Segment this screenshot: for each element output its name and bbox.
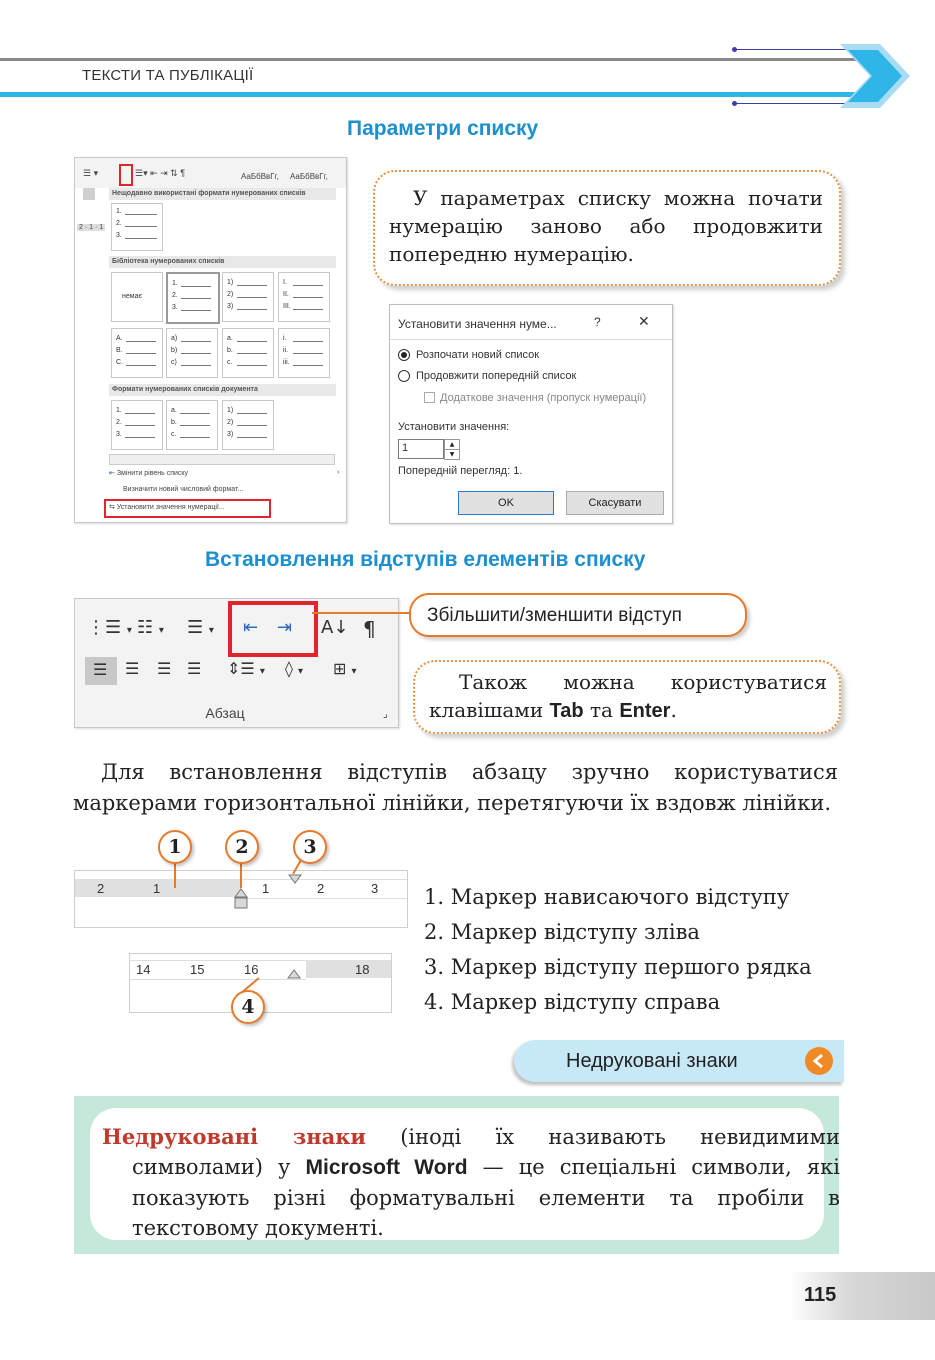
value-stepper[interactable]	[444, 439, 460, 459]
definition-part: (іноді їх називають невидимими символами) у	[132, 1125, 840, 1179]
ruler-number: 14	[136, 962, 151, 977]
header-deco-line	[735, 49, 855, 50]
define-format-menu-item[interactable]: Визначити новий числовий формат...	[123, 486, 244, 493]
library-cell-none[interactable]	[111, 272, 163, 322]
dialog-launcher-icon[interactable]: ⌟	[383, 709, 388, 720]
align-right-icon[interactable]: ☰	[157, 659, 172, 678]
list-item: 2. Маркер відступу зліва	[424, 920, 700, 944]
definition-box	[74, 1096, 839, 1254]
dialog-title: Установити значення нуме...	[398, 317, 557, 331]
chevron-right-icon	[840, 42, 912, 110]
ok-button[interactable]: OK	[458, 491, 554, 515]
recent-format-cell[interactable]: 1. 2. 3.	[111, 203, 163, 251]
set-numbering-menu-item[interactable]: ⇆ Установити значення нумерації...	[104, 499, 271, 518]
submenu-arrow-icon: ›	[337, 469, 340, 476]
justify-icon[interactable]: ☰	[187, 659, 202, 678]
section-title-list-params: Параметри списку	[347, 117, 539, 140]
numbering-icon[interactable]: ☷ ▾	[137, 617, 164, 638]
indent-callout	[409, 593, 747, 637]
line-spacing-icon[interactable]: ⇕☰ ▾	[227, 659, 265, 678]
definition-inner	[90, 1108, 841, 1240]
section-tab	[514, 1040, 844, 1082]
help-icon[interactable]: ?	[594, 315, 601, 329]
definition-part: — це спеціальні символи, які показують різні форматувальні елементи та пробіли в текстовому документі.	[132, 1155, 841, 1240]
align-center-icon[interactable]: ☰	[125, 659, 140, 678]
change-level-menu-item[interactable]: ⇤ Змінити рівень списку	[109, 470, 189, 477]
ruler-number: 1	[153, 881, 161, 896]
definition-text	[102, 1122, 840, 1243]
multilevel-list-icon[interactable]: ☰ ▾	[187, 617, 214, 638]
badge-4: 4	[231, 990, 265, 1024]
step-down-icon[interactable]: ▼	[444, 449, 460, 460]
bullets-icon[interactable]: ⋮☰ ▾	[87, 617, 132, 638]
list-params-callout	[373, 170, 841, 286]
ruler-text-strip	[130, 960, 306, 980]
menu-item-label: Змінити рівень списку	[116, 470, 189, 477]
page-number-bar	[790, 1272, 935, 1320]
key-tab: Tab	[549, 700, 584, 722]
style-sample: АаБбВвГг,	[241, 172, 279, 181]
definition-brand: Microsoft Word	[305, 1156, 468, 1179]
paragraph-ribbon-screenshot	[74, 598, 399, 728]
ruler-number: 1	[262, 881, 270, 896]
ruler-margin-strip	[306, 960, 391, 978]
ruler-number: 2	[317, 881, 325, 896]
value-label: Установити значення:	[398, 421, 510, 433]
recent-formats-heading: Нещодавно використані формати нумерованих списків	[109, 188, 336, 200]
badge-3: 3	[293, 830, 327, 864]
library-heading: Бібліотека нумерованих списків	[109, 256, 336, 268]
ribbon-group-label: Абзац	[205, 705, 245, 721]
badge-2: 2	[225, 830, 259, 864]
option-continue-list-label: Продовжити попередній список	[416, 370, 577, 382]
library-cell-123[interactable]: 1. 2. 3.	[166, 272, 220, 324]
right-indent-marker[interactable]	[286, 966, 302, 980]
library-cell-paren[interactable]: 1) 2) 3)	[222, 272, 274, 322]
badge-connector	[240, 862, 242, 888]
ruler-number: 18	[355, 962, 370, 977]
style-sample: АаБбВвГг,	[290, 172, 328, 181]
library-cell-abc-paren[interactable]: a) b) c)	[166, 328, 218, 378]
borders-icon[interactable]: ⊞ ▾	[333, 659, 357, 678]
connector-line	[312, 612, 412, 614]
doc-format-cell[interactable]: 1) 2) 3)	[222, 400, 274, 450]
value-input[interactable]	[398, 439, 444, 459]
header-title: ТЕКСТИ ТА ПУБЛІКАЦІЇ	[82, 67, 254, 84]
menu-item-label: Установити значення нумерації...	[116, 504, 225, 511]
callout-text-part: .	[670, 698, 677, 722]
radio-continue-list[interactable]	[398, 370, 410, 382]
badge-connector	[174, 862, 176, 888]
title-divider	[390, 339, 672, 340]
document-formats-heading: Формати нумерованих списків документа	[109, 384, 336, 396]
decrease-indent-icon[interactable]: ⇤	[243, 617, 259, 638]
shading-icon[interactable]: ◊ ▾	[285, 659, 304, 678]
callout-text-part: Також можна користуватися клавішами	[429, 670, 827, 722]
bullets-icon: ☰ ▾	[83, 168, 99, 178]
set-numbering-dialog	[389, 304, 673, 524]
library-cell-roman[interactable]: I. II. III.	[278, 272, 330, 322]
tab-enter-callout	[413, 660, 841, 734]
ruler-number: 2	[97, 881, 105, 896]
library-cell-abc-upper[interactable]: A. B. C.	[111, 328, 163, 378]
header-deco-dot	[732, 47, 737, 52]
callout-text-part: та	[583, 698, 620, 722]
gallery-scrollbar[interactable]	[109, 454, 335, 465]
indent-callout-text: Збільшити/зменшити відступ	[427, 605, 682, 626]
doc-format-cell[interactable]: 1. 2. 3.	[111, 400, 163, 450]
radio-new-list[interactable]	[398, 349, 410, 361]
multilevel-icon: ☰▾ ⇤ ⇥ ⇅ ¶	[135, 168, 186, 178]
none-label: немає	[122, 293, 143, 300]
close-icon[interactable]: ✕	[638, 313, 650, 329]
definition-term: Недруковані знаки	[102, 1124, 366, 1149]
list-item: 3. Маркер відступу першого рядка	[424, 955, 812, 979]
ruler-number: 16	[244, 962, 259, 977]
align-icon	[83, 188, 95, 200]
list-item: 1. Маркер нависаючого відступу	[424, 885, 790, 909]
increase-indent-icon[interactable]: ⇥	[277, 617, 293, 638]
option-skip-label: Додаткове значення (пропуск нумерації)	[440, 392, 647, 404]
indent-buttons-highlight	[228, 601, 318, 657]
header-deco-dot	[732, 101, 737, 106]
callout-text: У параметрах списку можна почати нумерацію заново або продовжити попередню нумерацію.	[389, 186, 823, 266]
marker-list	[424, 880, 844, 1020]
library-cell-roman-lower[interactable]: i. ii. iii.	[278, 328, 330, 378]
preview-text: Попередній перегляд: 1.	[398, 465, 523, 477]
ruler-number: 15	[190, 962, 205, 977]
numbering-gallery-screenshot	[74, 157, 347, 523]
section-title-indents: Встановлення відступів елементів списку	[205, 548, 646, 571]
cancel-button[interactable]: Скасувати	[566, 491, 664, 515]
align-left-button[interactable]	[85, 657, 117, 685]
option-new-list-label: Розпочати новий список	[416, 349, 540, 361]
hanging-indent-marker[interactable]	[231, 885, 251, 911]
header-deco-line	[735, 103, 855, 104]
step-up-icon[interactable]: ▲	[444, 439, 460, 450]
numbering-button-highlight[interactable]	[119, 164, 133, 186]
header-top-line	[0, 58, 860, 61]
section-tab-label: Недруковані знаки	[566, 1050, 738, 1072]
pilcrow-icon[interactable]: ¶	[363, 617, 376, 641]
list-item: 4. Маркер відступу справа	[424, 990, 721, 1014]
badge-1: 1	[158, 830, 192, 864]
header-accent-bar	[0, 92, 870, 97]
align-left-icon: ☰	[93, 660, 108, 679]
page-number: 115	[804, 1284, 837, 1306]
tab-enter-callout-text	[429, 668, 827, 725]
mini-ruler: 2 · 1 · 1	[79, 224, 104, 231]
library-cell-abc-dot[interactable]: a. b. c.	[222, 328, 274, 378]
value-input-text: 1	[402, 442, 409, 454]
sort-icon[interactable]: A↓	[321, 617, 349, 638]
ruler-paragraph: Для встановлення відступів абзацу зручно користуватися маркерами горизонтальної лінійки, перетягуючи їх вздовж лінійки.	[73, 760, 838, 815]
checkbox-skip-numbers[interactable]	[424, 392, 435, 403]
key-enter: Enter	[619, 700, 671, 722]
ruler-number: 3	[371, 881, 379, 896]
chevron-left-icon	[805, 1047, 833, 1075]
first-line-indent-marker[interactable]	[287, 873, 303, 887]
doc-format-cell[interactable]: a. b. c.	[166, 400, 218, 450]
